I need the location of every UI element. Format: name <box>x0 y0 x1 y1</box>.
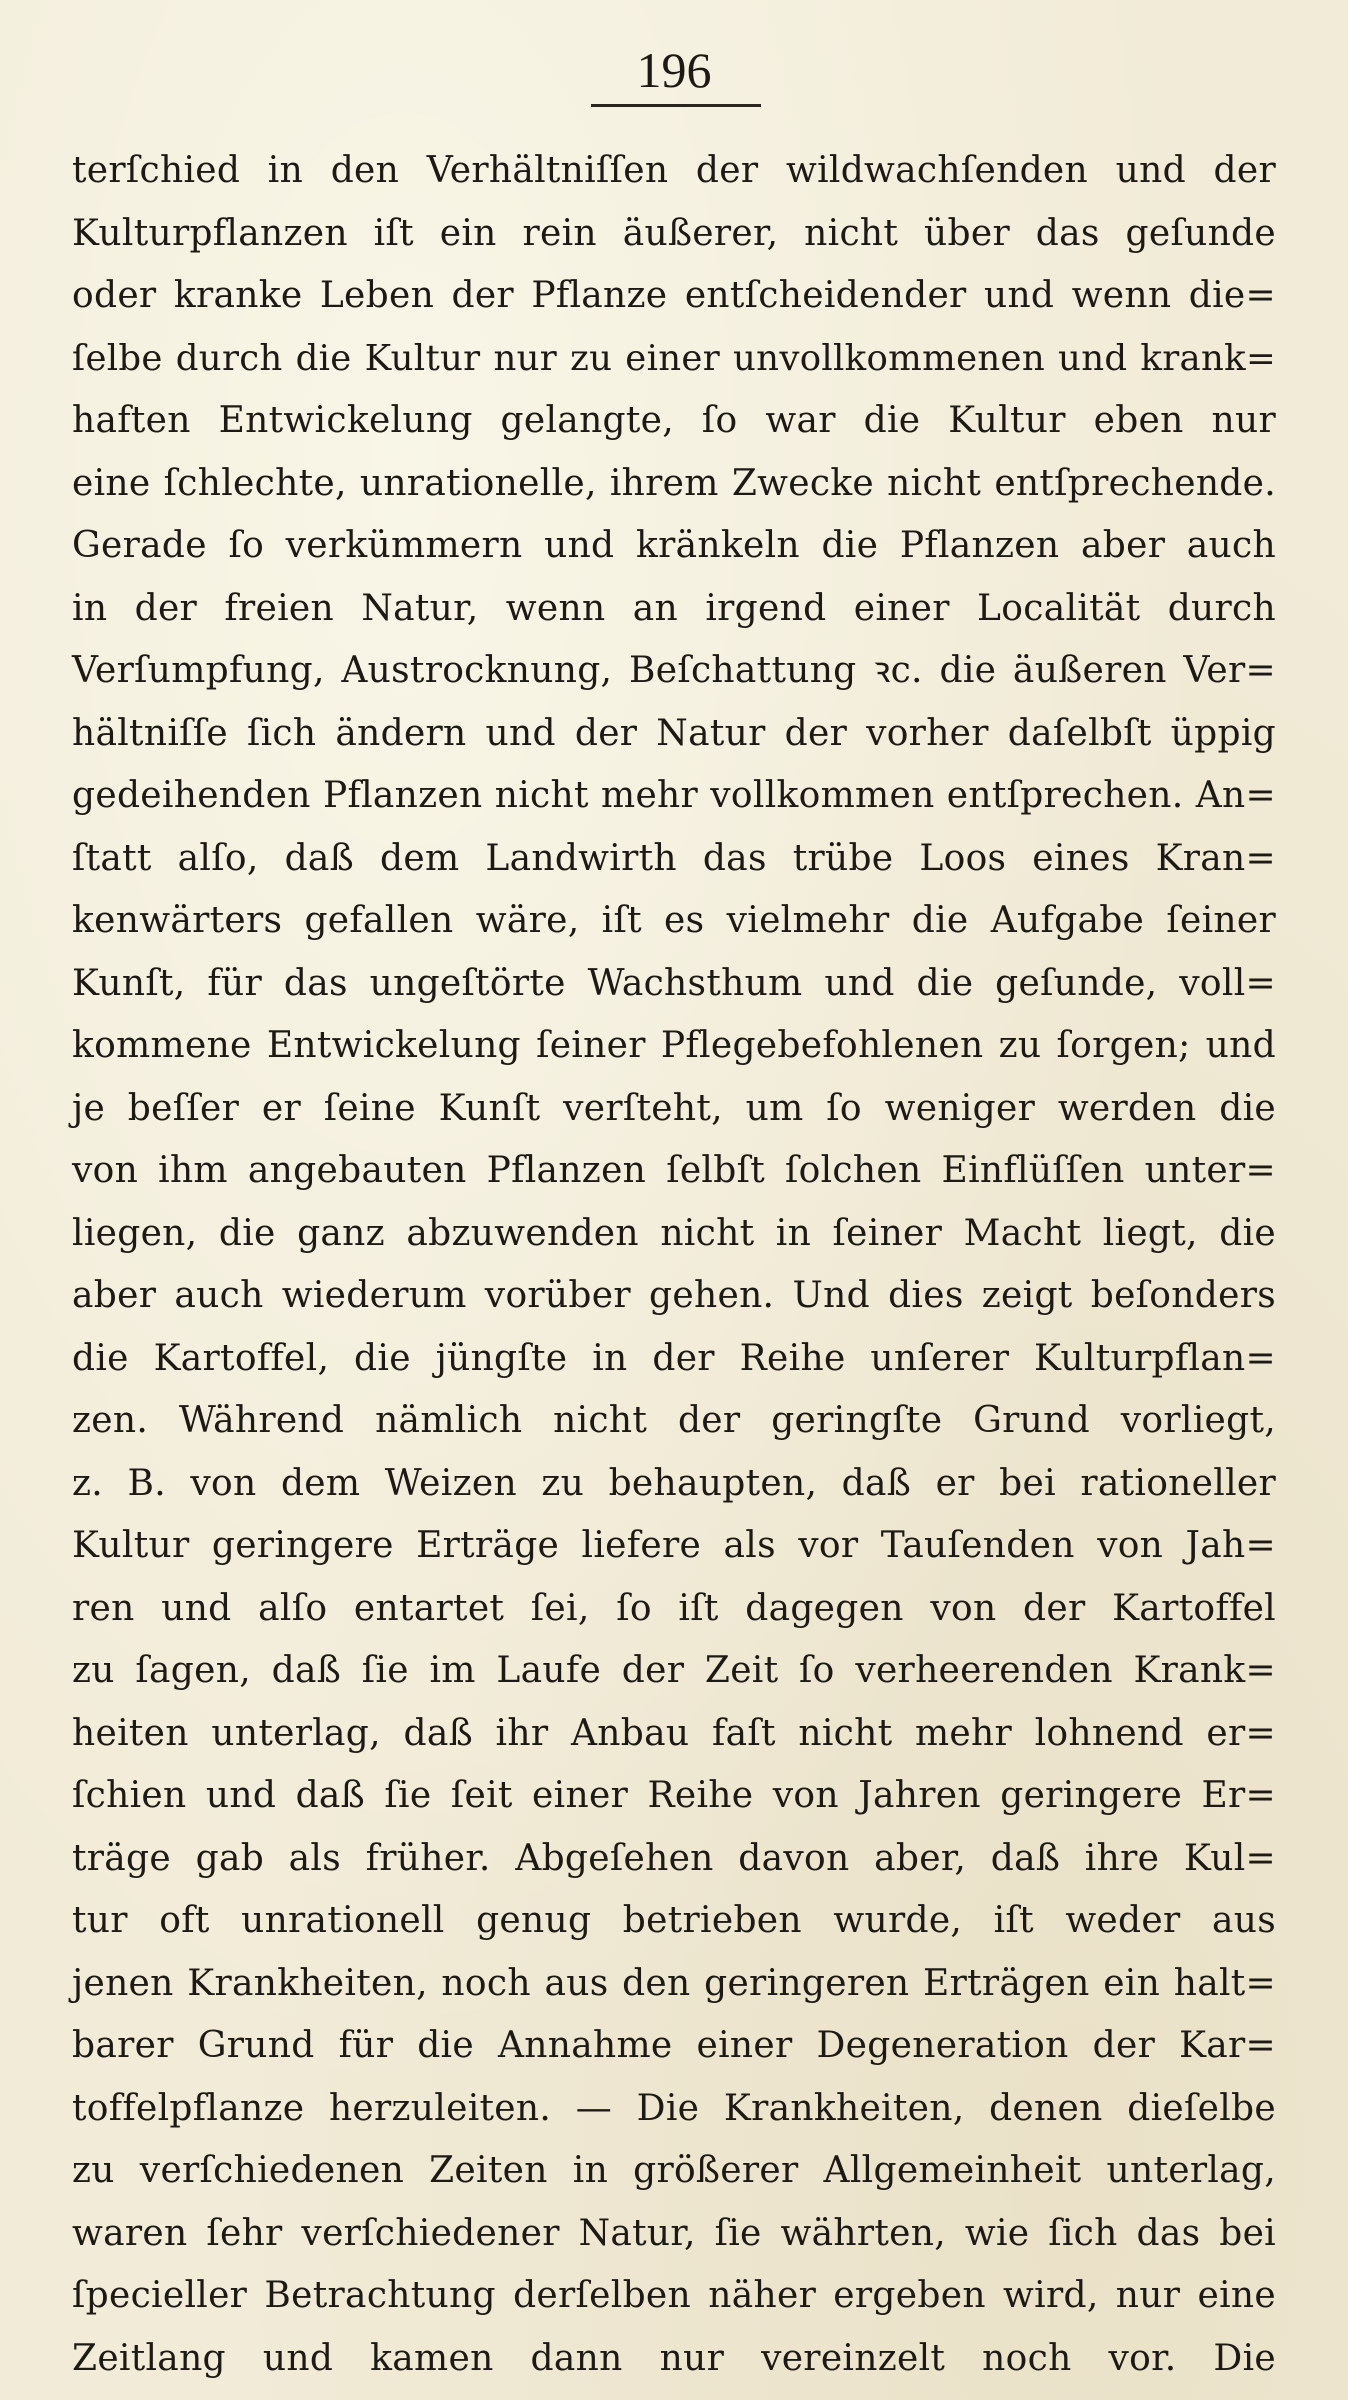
text-line: zen. Während nämlich nicht der geringſte Grund vorliegt, <box>72 1400 1276 1441</box>
text-line: Kultur geringere Erträge liefere als vor Tauſenden von Jah= <box>72 1525 1276 1566</box>
body-text <box>72 140 1276 2390</box>
text-line: ſelbe durch die Kultur nur zu einer unvollkommenen und krank= <box>72 337 1276 379</box>
page-number: 196 <box>636 42 712 98</box>
text-line: die Kartoffel, die jüngſte in der Reihe unſerer Kulturpflan= <box>72 1337 1276 1379</box>
text-line: aber auch wiederum vorüber gehen. Und dies zeigt beſonders <box>72 1275 1276 1316</box>
text-line: von ihm angebauten Pflanzen ſelbſt ſolchen Einflüſſen unter= <box>72 1150 1276 1191</box>
text-line: kenwärters gefallen wäre, iſt es vielmehr die Aufgabe ſeiner <box>72 900 1276 941</box>
text-line: ſchien und daß ſie ſeit einer Reihe von Jahren geringere Er= <box>72 1775 1276 1816</box>
text-line: liegen, die ganz abzuwenden nicht in ſeiner Macht liegt, die <box>72 1212 1276 1254</box>
text-line: Gerade ſo verkümmern und kränkeln die Pflanzen aber auch <box>72 525 1276 566</box>
header-rule <box>591 104 761 107</box>
text-line: in der freien Natur, wenn an irgend einer Localität durch <box>72 587 1276 629</box>
text-line: waren ſehr verſchiedener Natur, ſie währten, wie ſich das bei <box>72 2212 1276 2254</box>
text-line: Zeitlang und kamen dann nur vereinzelt noch vor. Die <box>72 2337 1276 2379</box>
text-line: ſtatt alſo, daß dem Landwirth das trübe Loos eines Kran= <box>72 837 1276 879</box>
text-line: heiten unterlag, daß ihr Anbau faſt nicht mehr lohnend er= <box>72 1712 1276 1754</box>
text-line: terſchied in den Verhältniſſen der wildwachſenden und der <box>72 150 1276 191</box>
text-line: je beſſer er ſeine Kunſt verſteht, um ſo weniger werden die <box>72 1087 1276 1129</box>
text-line: haften Entwickelung gelangte, ſo war die Kultur eben nur <box>72 400 1276 441</box>
text-line: ſpecieller Betrachtung derſelben näher ergeben wird, nur eine <box>72 2275 1276 2316</box>
text-line: gedeihenden Pflanzen nicht mehr vollkommen entſprechen. An= <box>72 775 1276 816</box>
text-line: träge gab als früher. Abgeſehen davon aber, daß ihre Kul= <box>72 1837 1276 1879</box>
text-line: z. B. von dem Weizen zu behaupten, daß er bei rationeller <box>72 1462 1276 1504</box>
text-line: zu verſchiedenen Zeiten in größerer Allgemeinheit unterlag, <box>72 2150 1276 2191</box>
text-line: ren und alſo entartet ſei, ſo iſt dagegen von der Kartoffel <box>72 1587 1276 1629</box>
text-line: tur oft unrationell genug betrieben wurde, iſt weder aus <box>72 1900 1276 1941</box>
text-line: oder kranke Leben der Pflanze entſcheidender und wenn die= <box>72 275 1276 316</box>
text-line: toffelpflanze herzuleiten. — Die Krankheiten, denen dieſelbe <box>72 2087 1276 2129</box>
text-line: Verſumpfung, Austrocknung, Beſchattung ꝛc. die äußeren Ver= <box>72 650 1276 691</box>
text-line: jenen Krankheiten, noch aus den geringeren Erträgen ein halt= <box>72 1962 1276 2004</box>
text-line: eine ſchlechte, unrationelle, ihrem Zwecke nicht entſprechende. <box>72 462 1276 504</box>
text-line: hältniſſe ſich ändern und der Natur der vorher daſelbſt üppig <box>72 712 1276 754</box>
text-line: kommene Entwickelung ſeiner Pflegebefohlenen zu ſorgen; und <box>72 1025 1276 1066</box>
text-line: zu ſagen, daß ſie im Laufe der Zeit ſo verheerenden Krank= <box>72 1650 1276 1691</box>
text-line: barer Grund für die Annahme einer Degeneration der Kar= <box>72 2025 1276 2066</box>
text-line: Kunſt, für das ungeſtörte Wachsthum und die geſunde, voll= <box>72 962 1276 1004</box>
text-line: Kulturpflanzen iſt ein rein äußerer, nicht über das geſunde <box>72 212 1276 254</box>
